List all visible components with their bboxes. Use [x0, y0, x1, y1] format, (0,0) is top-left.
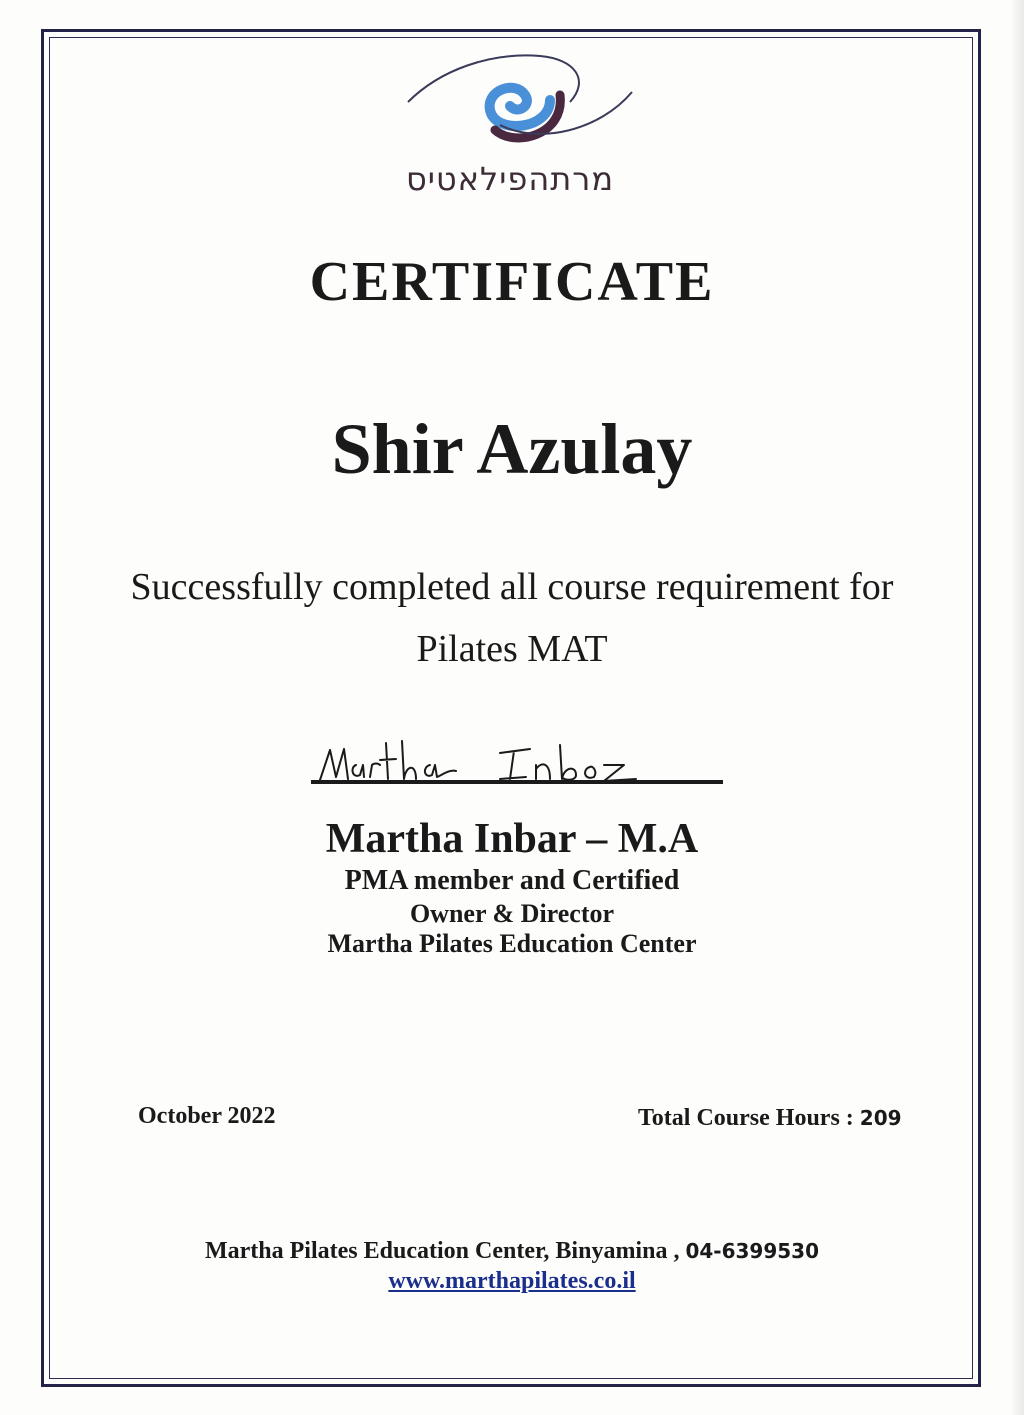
- swirl-logo-icon: [400, 50, 640, 150]
- signer-title-3: Martha Pilates Education Center: [327, 929, 697, 958]
- certificate-date: October 2022: [138, 1103, 276, 1129]
- course-name: Pilates MAT: [416, 628, 608, 670]
- footer-address: [0, 1238, 1024, 1265]
- website-link[interactable]: www.marthapilates.co.il: [388, 1268, 636, 1294]
- completion-statement: Successfully completed all course requirement for: [130, 566, 894, 608]
- hours-label: Total Course Hours :: [638, 1105, 854, 1131]
- recipient-name: Shir Azulay: [331, 409, 693, 489]
- signature-line: [311, 780, 723, 784]
- hours-value: 209: [859, 1106, 902, 1130]
- certificate-title: CERTIFICATE: [309, 251, 715, 313]
- signer-title-1: PMA member and Certified: [344, 865, 680, 896]
- course-hours: [638, 1105, 902, 1132]
- footer-website: [0, 1268, 1024, 1295]
- signer-name: Martha Inbar – M.A: [325, 816, 699, 862]
- logo-wordmark: מרתהפילאטיס: [405, 160, 615, 198]
- signer-title-2: Owner & Director: [409, 899, 615, 928]
- page-edge: [1010, 0, 1024, 1415]
- handwritten-signature: [300, 735, 730, 795]
- inner-border: [49, 37, 973, 1379]
- footer-phone: 04-6399530: [685, 1239, 819, 1263]
- footer-address-text: Martha Pilates Education Center, Binyamina ,: [205, 1238, 680, 1264]
